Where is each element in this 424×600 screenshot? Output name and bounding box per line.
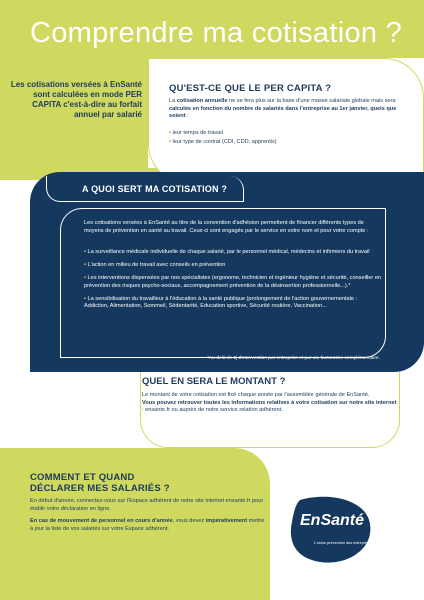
role-title: A QUOI SERT MA COTISATION ? — [82, 184, 228, 194]
declaration-title: COMMENT ET QUAND DÉCLARER MES SALARIÉS ? — [30, 472, 170, 494]
montant-title: QUEL EN SERA LE MONTANT ? — [142, 376, 286, 387]
list-item: • L'action en milieu de travail avec conseils en prévention — [84, 262, 382, 270]
per-capita-list — [169, 129, 409, 147]
list-item: • Les interventions dispensées par nos spécialistes (ergonome, technicien et ingénieur hygiène et sécurité, conseiller en prévention des risques psycho-sociaux, accompagnement prévention de la désinsertion professionnelle...).* — [84, 275, 382, 290]
per-capita-card — [148, 58, 424, 184]
logo-wordmark: EnSanté — [300, 512, 365, 529]
role-list — [84, 249, 382, 316]
intro-text: Les cotisations versées à EnSanté sont calculées en mode PER CAPITA c'est-à-dire au forfait annuel par salarié — [10, 80, 142, 119]
ensante-logo-icon — [286, 494, 374, 566]
montant-text: Le montant de votre cotisation est fixé chaque année par l'assemblée générale de EnSanté. Vous pouvez retrouver toutes les informations relatives à votre cotisation sur notre site internet : ensante.fr ou auprès de notre service relation adhérent. — [142, 392, 397, 414]
declaration-text: En début d'année, connectez-vous sur l'Espace adhérent de notre site internet ensante.fr pour établir votre déclaration en ligne. En cas de mouvement de personnel en cours d'année, vous devez impérativement mettre à jour la liste de vos salariés sur votre Espace adhérent. — [30, 498, 265, 532]
role-intro: Les cotisations versées à EnSanté au titre de la convention d'adhésion permettent de financer différents types de moyens de prévention en santé au travail. Ceux-ci sont engagés par le service en votre nom et pour votre compte : — [84, 220, 369, 234]
logo-tagline: L'union prévention des entreprises — [314, 541, 372, 545]
list-item: • La surveillance médicale individuelle de chaque salarié, par le personnel médical, médecins et infirmiers du travail — [84, 249, 382, 257]
list-item: • leur type de contrat (CDI, CDD, apprentis) — [169, 138, 409, 147]
per-capita-title: QU'EST-CE QUE LE PER CAPITA ? — [169, 83, 332, 94]
page-title: Comprendre ma cotisation ? — [30, 17, 403, 49]
list-item: • leur temps de travail — [169, 129, 409, 138]
list-item: • La sensibilisation du travailleur à l'éducation à la santé publique (prolongement de l'action gouvernementale : Addiction, Alimentation, Sommeil, Sédentarité, Education sportive, Sécurité routière, Vaccination... — [84, 296, 382, 311]
footnote: *Au-delà de 3j d'intervention par entreprise et par an, facturation complémentaire. — [207, 356, 380, 361]
per-capita-text: La cotisation annuelle ne se fera plus sur la base d'une masse salariale globale mais sera calculée en fonction du nombre de salariés dans l'entreprise au 1er janvier, quels que soient : — [169, 98, 397, 120]
